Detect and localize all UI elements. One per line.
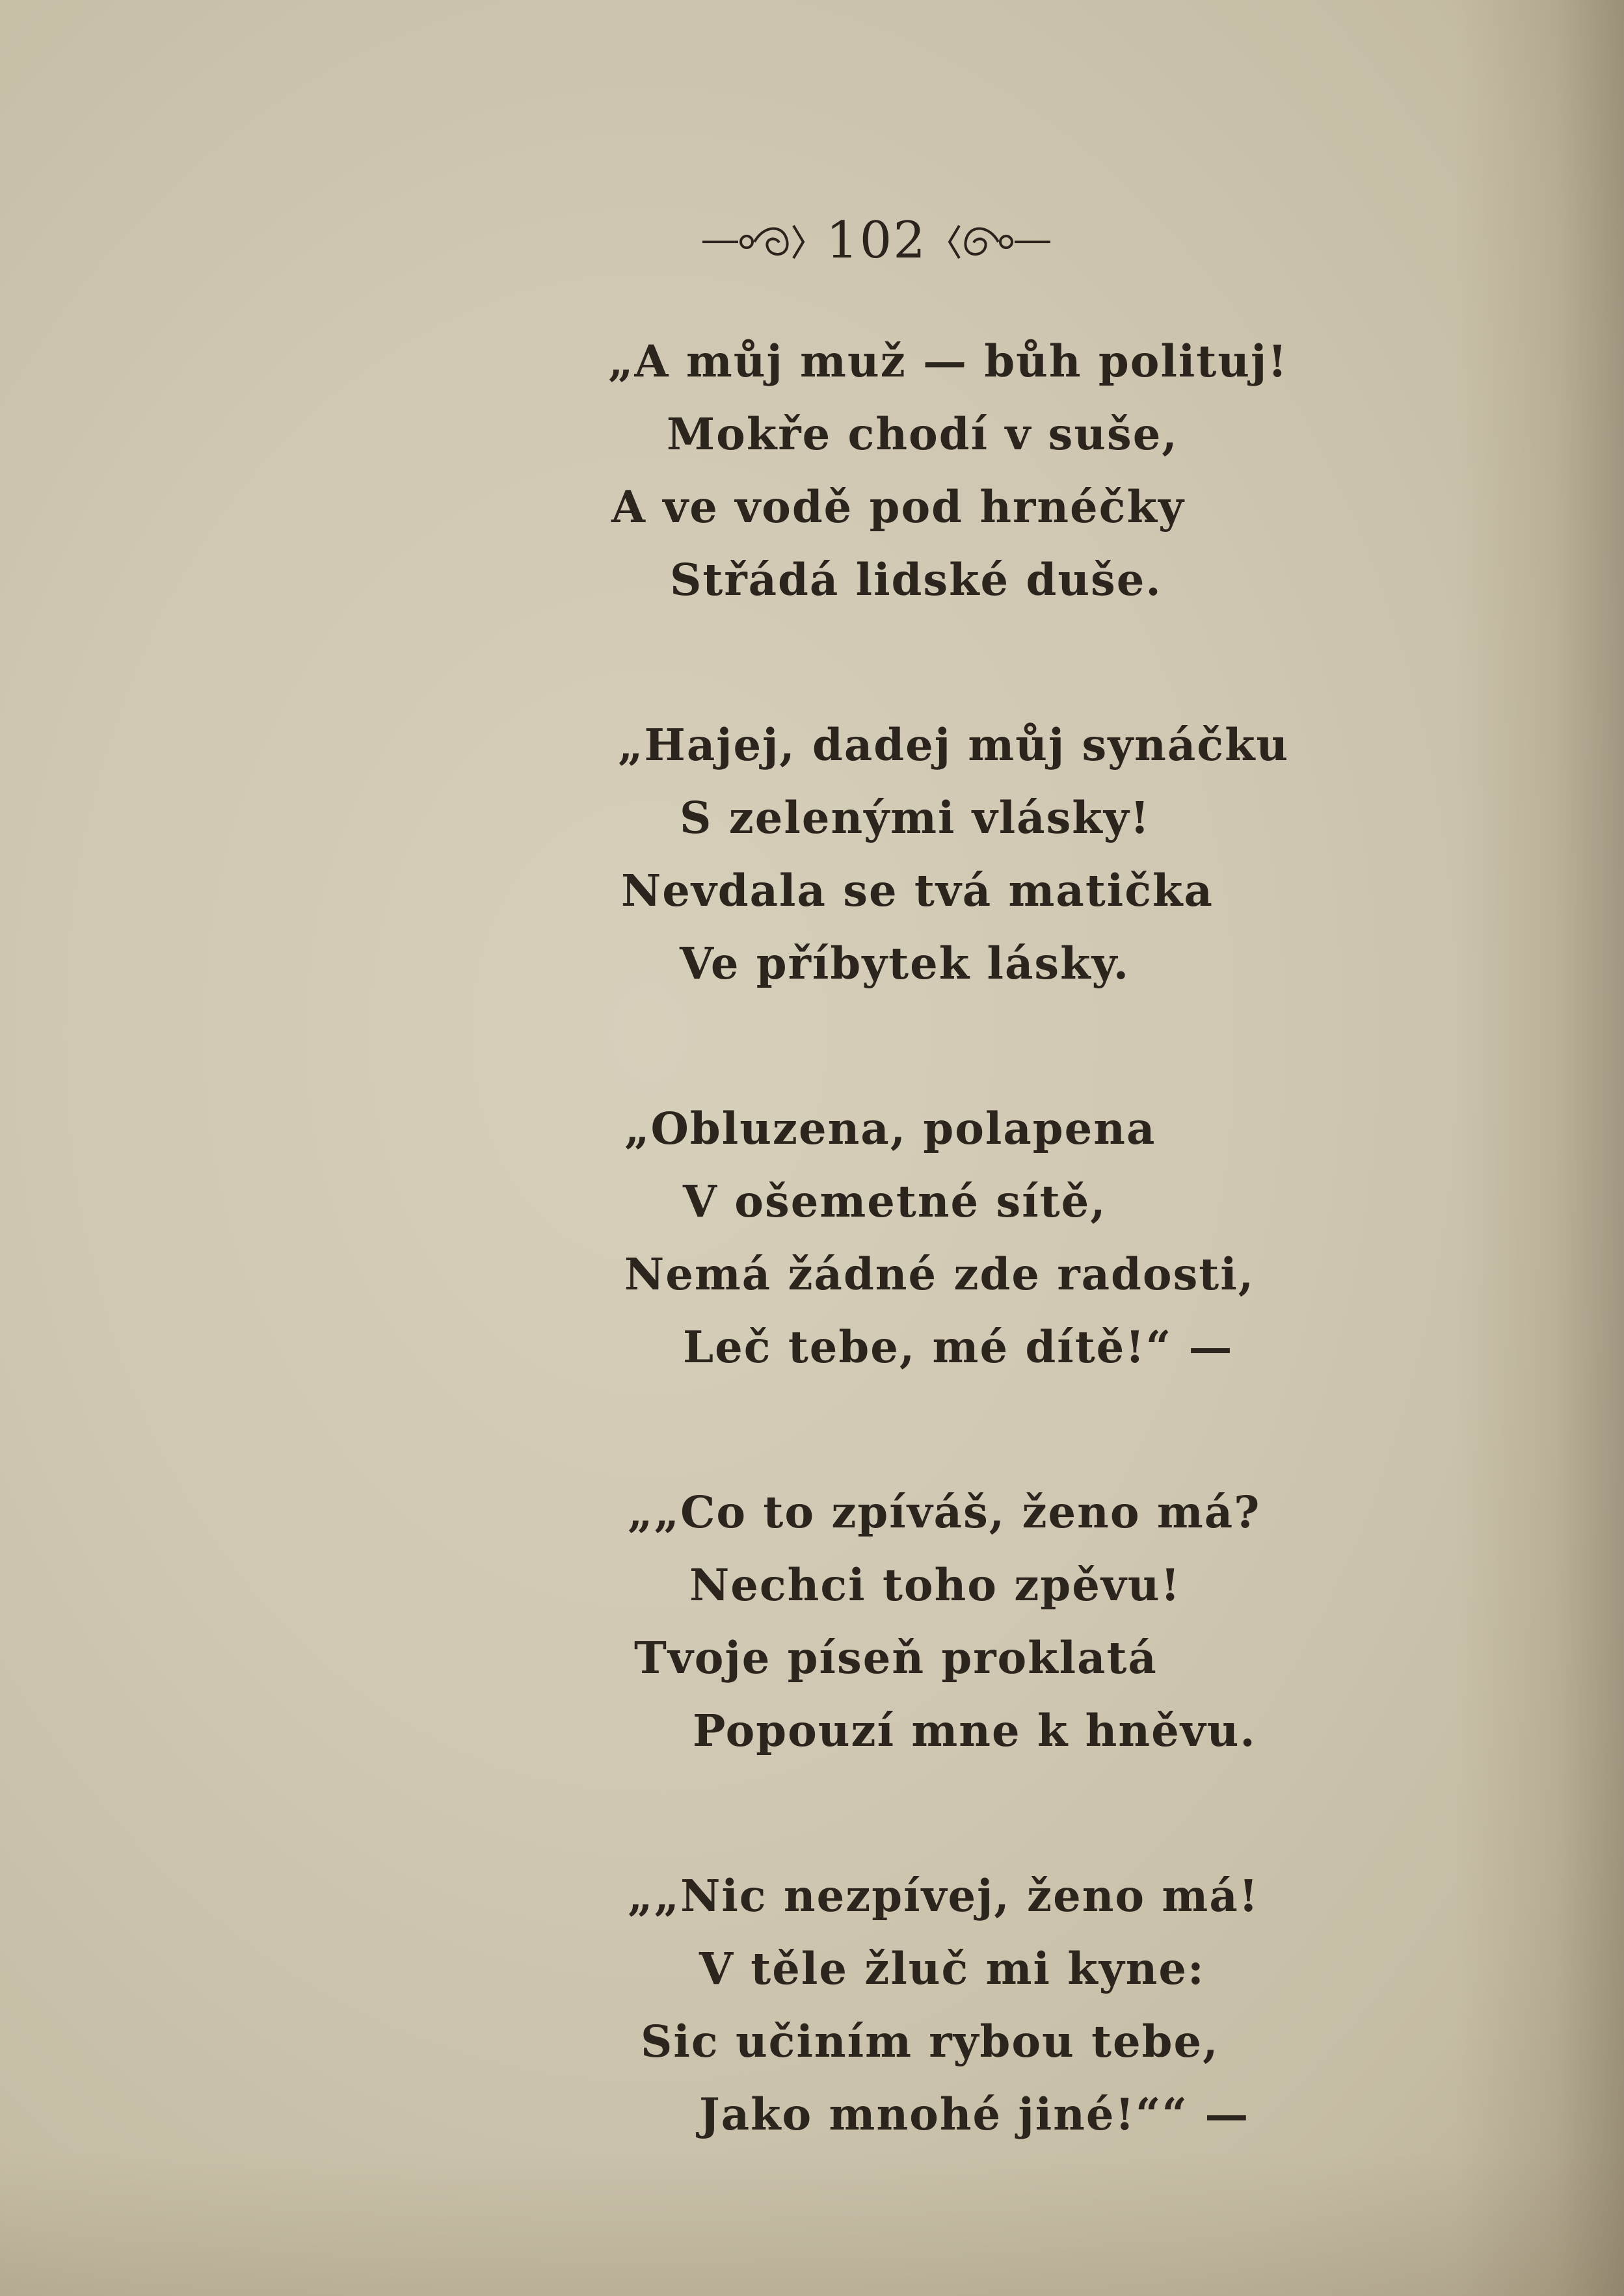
poem-line: A ve vodě pod hrnéčky [611, 481, 1185, 533]
poem-line: „„Co to zpíváš, ženo má? [628, 1486, 1261, 1538]
poem-line: Tvoje píseň proklatá [634, 1632, 1158, 1683]
poem [0, 325, 1624, 2243]
poem-line: Střádá lidské duše. [670, 554, 1162, 605]
stanza-4 [0, 1476, 1624, 1860]
stanza-2 [0, 709, 1624, 1092]
poem-line: Ve příbytek lásky. [680, 938, 1130, 989]
ornament-left-icon [702, 218, 813, 263]
stanza-5 [0, 1860, 1624, 2243]
stanza-1 [0, 325, 1624, 709]
poem-line: „„Nic nezpívej, ženo má! [628, 1870, 1260, 1921]
poem-line: „A můj muž — bůh polituj! [608, 336, 1288, 387]
poem-line: S zelenými vlásky! [680, 792, 1151, 843]
poem-line: Popouzí mne k hněvu. [693, 1705, 1257, 1756]
poem-line: Nevdala se tvá matička [621, 865, 1214, 916]
poem-line: Sic učiním rybou tebe, [641, 2016, 1219, 2067]
poem-line: Nemá žádné zde radosti, [624, 1248, 1255, 1300]
poem-line: Leč tebe, mé dítě!“ — [683, 1321, 1234, 1373]
page-header [702, 205, 1093, 276]
page-number: 102 [826, 211, 927, 270]
poem-line: Mokře chodí v suše, [667, 408, 1178, 460]
ornament-right-icon [940, 218, 1050, 263]
poem-line: V ošemetné sítě, [683, 1176, 1107, 1227]
poem-line: Nechci toho zpěvu! [689, 1559, 1181, 1611]
poem-line: „Hajej, dadej můj synáčku [618, 719, 1290, 771]
poem-line: „Obluzena, polapena [624, 1103, 1156, 1154]
poem-line: Jako mnohé jiné!““ — [699, 2089, 1250, 2140]
stanza-3 [0, 1092, 1624, 1476]
poem-line: V těle žluč mi kyne: [699, 1943, 1205, 1994]
